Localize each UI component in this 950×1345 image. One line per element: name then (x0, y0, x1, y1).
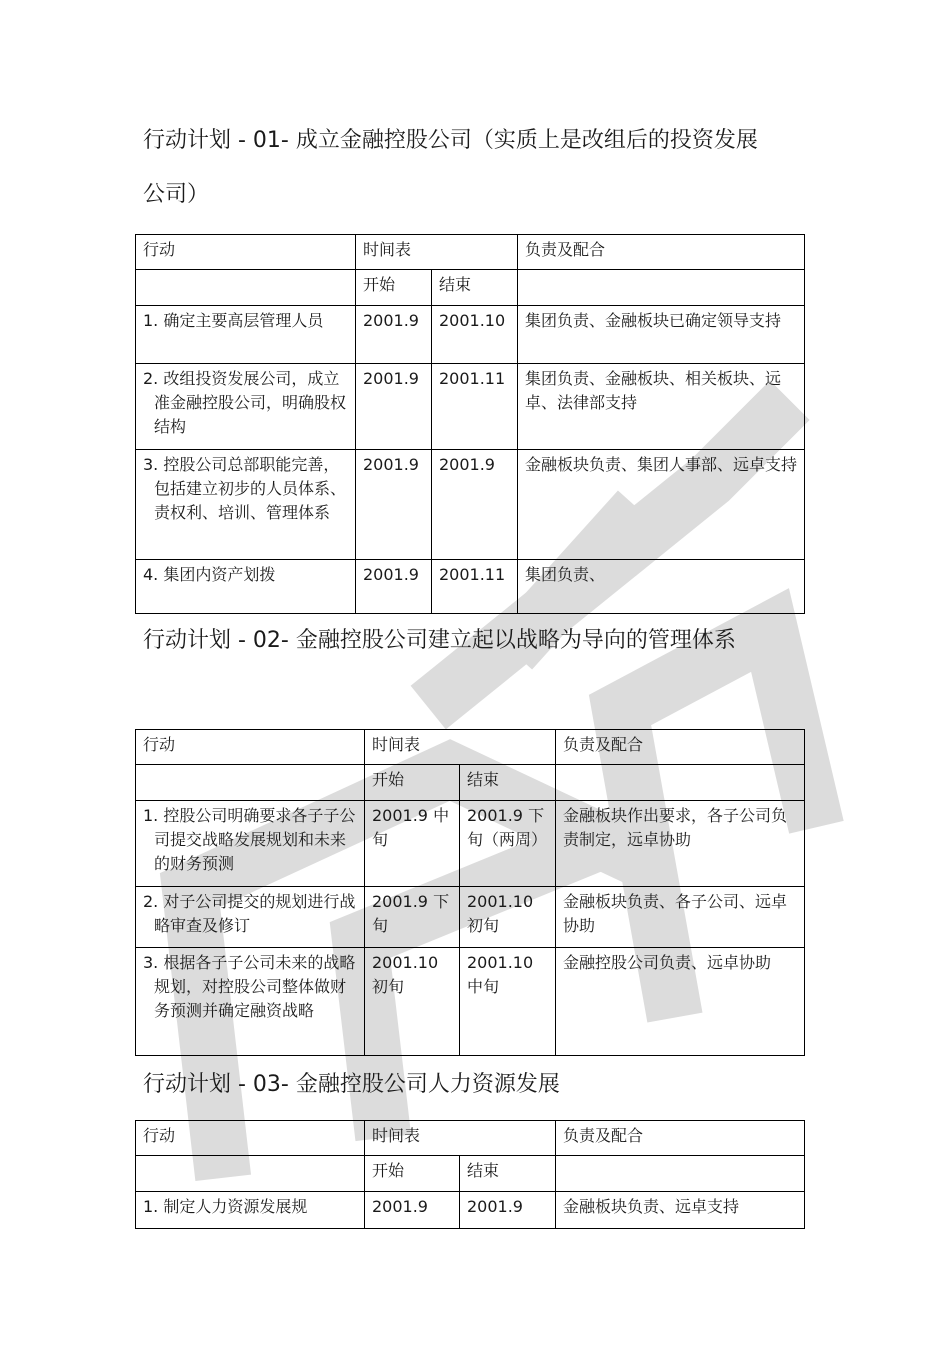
section-1-table (135, 234, 805, 614)
table-subheader-row (136, 1156, 805, 1192)
header-end: 结束 (432, 270, 518, 306)
header-responsible: 负责及配合 (556, 1121, 805, 1156)
table-row (136, 560, 805, 614)
responsible-cell: 金融板块作出要求，各子公司负责制定，远卓协助 (556, 801, 805, 887)
end-cell: 2001.9 (460, 1192, 556, 1229)
end-cell: 2001.10 (432, 306, 518, 364)
table-row (136, 801, 805, 887)
action-cell: 4. 集团内资产划拨 (136, 560, 356, 614)
header-schedule: 时间表 (356, 235, 518, 270)
end-cell: 2001.10 中旬 (460, 948, 556, 1056)
end-cell: 2001.9 (432, 450, 518, 560)
header-action: 行动 (136, 730, 365, 765)
header-empty-cell (136, 1156, 365, 1192)
action-cell: 1. 确定主要高层管理人员 (136, 306, 356, 364)
start-cell: 2001.9 下旬 (365, 887, 460, 948)
table-header-row (136, 730, 805, 765)
table-row (136, 1192, 805, 1229)
responsible-cell: 集团负责、 (518, 560, 805, 614)
table-subheader-row (136, 270, 805, 306)
header-end: 结束 (460, 1156, 556, 1192)
start-cell: 2001.9 (356, 306, 432, 364)
header-start: 开始 (365, 1156, 460, 1192)
header-action: 行动 (136, 235, 356, 270)
section-3-title: 行动计划 - 03- 金融控股公司人力资源发展 (143, 1072, 560, 1097)
end-cell: 2001.11 (432, 560, 518, 614)
responsible-cell: 金融板块负责、集团人事部、远卓支持 (518, 450, 805, 560)
header-empty-cell (136, 765, 365, 801)
action-cell: 3. 控股公司总部职能完善，包括建立初步的人员体系、责权利、培训、管理体系 (136, 450, 356, 560)
table-row (136, 364, 805, 450)
header-responsible: 负责及配合 (518, 235, 805, 270)
start-cell: 2001.10 初旬 (365, 948, 460, 1056)
section-1-title: 行动计划 - 01- 成立金融控股公司（实质上是改组后的投资发展公司） (143, 128, 758, 207)
header-empty-cell (556, 765, 805, 801)
header-start: 开始 (365, 765, 460, 801)
table-row (136, 306, 805, 364)
start-cell: 2001.9 (356, 364, 432, 450)
end-cell: 2001.10 初旬 (460, 887, 556, 948)
table-header-row (136, 235, 805, 270)
header-end: 结束 (460, 765, 556, 801)
header-empty-cell (556, 1156, 805, 1192)
responsible-cell: 金融板块负责、远卓支持 (556, 1192, 805, 1229)
action-cell: 2. 对子公司提交的规划进行战略审查及修订 (136, 887, 365, 948)
header-start: 开始 (356, 270, 432, 306)
action-cell: 1. 制定人力资源发展规 (136, 1192, 365, 1229)
section-2-title: 行动计划 - 02- 金融控股公司建立起以战略为导向的管理体系 (143, 628, 736, 653)
responsible-cell: 集团负责、金融板块、相关板块、远卓、法律部支持 (518, 364, 805, 450)
section-2-table (135, 729, 805, 1056)
table-row (136, 948, 805, 1056)
table-row (136, 887, 805, 948)
action-cell: 2. 改组投资发展公司，成立准金融控股公司，明确股权结构 (136, 364, 356, 450)
responsible-cell: 集团负责、金融板块已确定领导支持 (518, 306, 805, 364)
header-empty-cell (518, 270, 805, 306)
action-cell: 1. 控股公司明确要求各子子公司提交战略发展规划和未来的财务预测 (136, 801, 365, 887)
start-cell: 2001.9 (365, 1192, 460, 1229)
header-empty-cell (136, 270, 356, 306)
responsible-cell: 金融板块负责、各子公司、远卓协助 (556, 887, 805, 948)
header-action: 行动 (136, 1121, 365, 1156)
section-3-table (135, 1120, 805, 1229)
table-header-row (136, 1121, 805, 1156)
end-cell: 2001.9 下旬（两周） (460, 801, 556, 887)
action-cell: 3. 根据各子子公司未来的战略规划，对控股公司整体做财务预测并确定融资战略 (136, 948, 365, 1056)
table-row (136, 450, 805, 560)
start-cell: 2001.9 (356, 560, 432, 614)
table-subheader-row (136, 765, 805, 801)
responsible-cell: 金融控股公司负责、远卓协助 (556, 948, 805, 1056)
header-schedule: 时间表 (365, 730, 556, 765)
header-responsible: 负责及配合 (556, 730, 805, 765)
start-cell: 2001.9 中旬 (365, 801, 460, 887)
end-cell: 2001.11 (432, 364, 518, 450)
start-cell: 2001.9 (356, 450, 432, 560)
header-schedule: 时间表 (365, 1121, 556, 1156)
